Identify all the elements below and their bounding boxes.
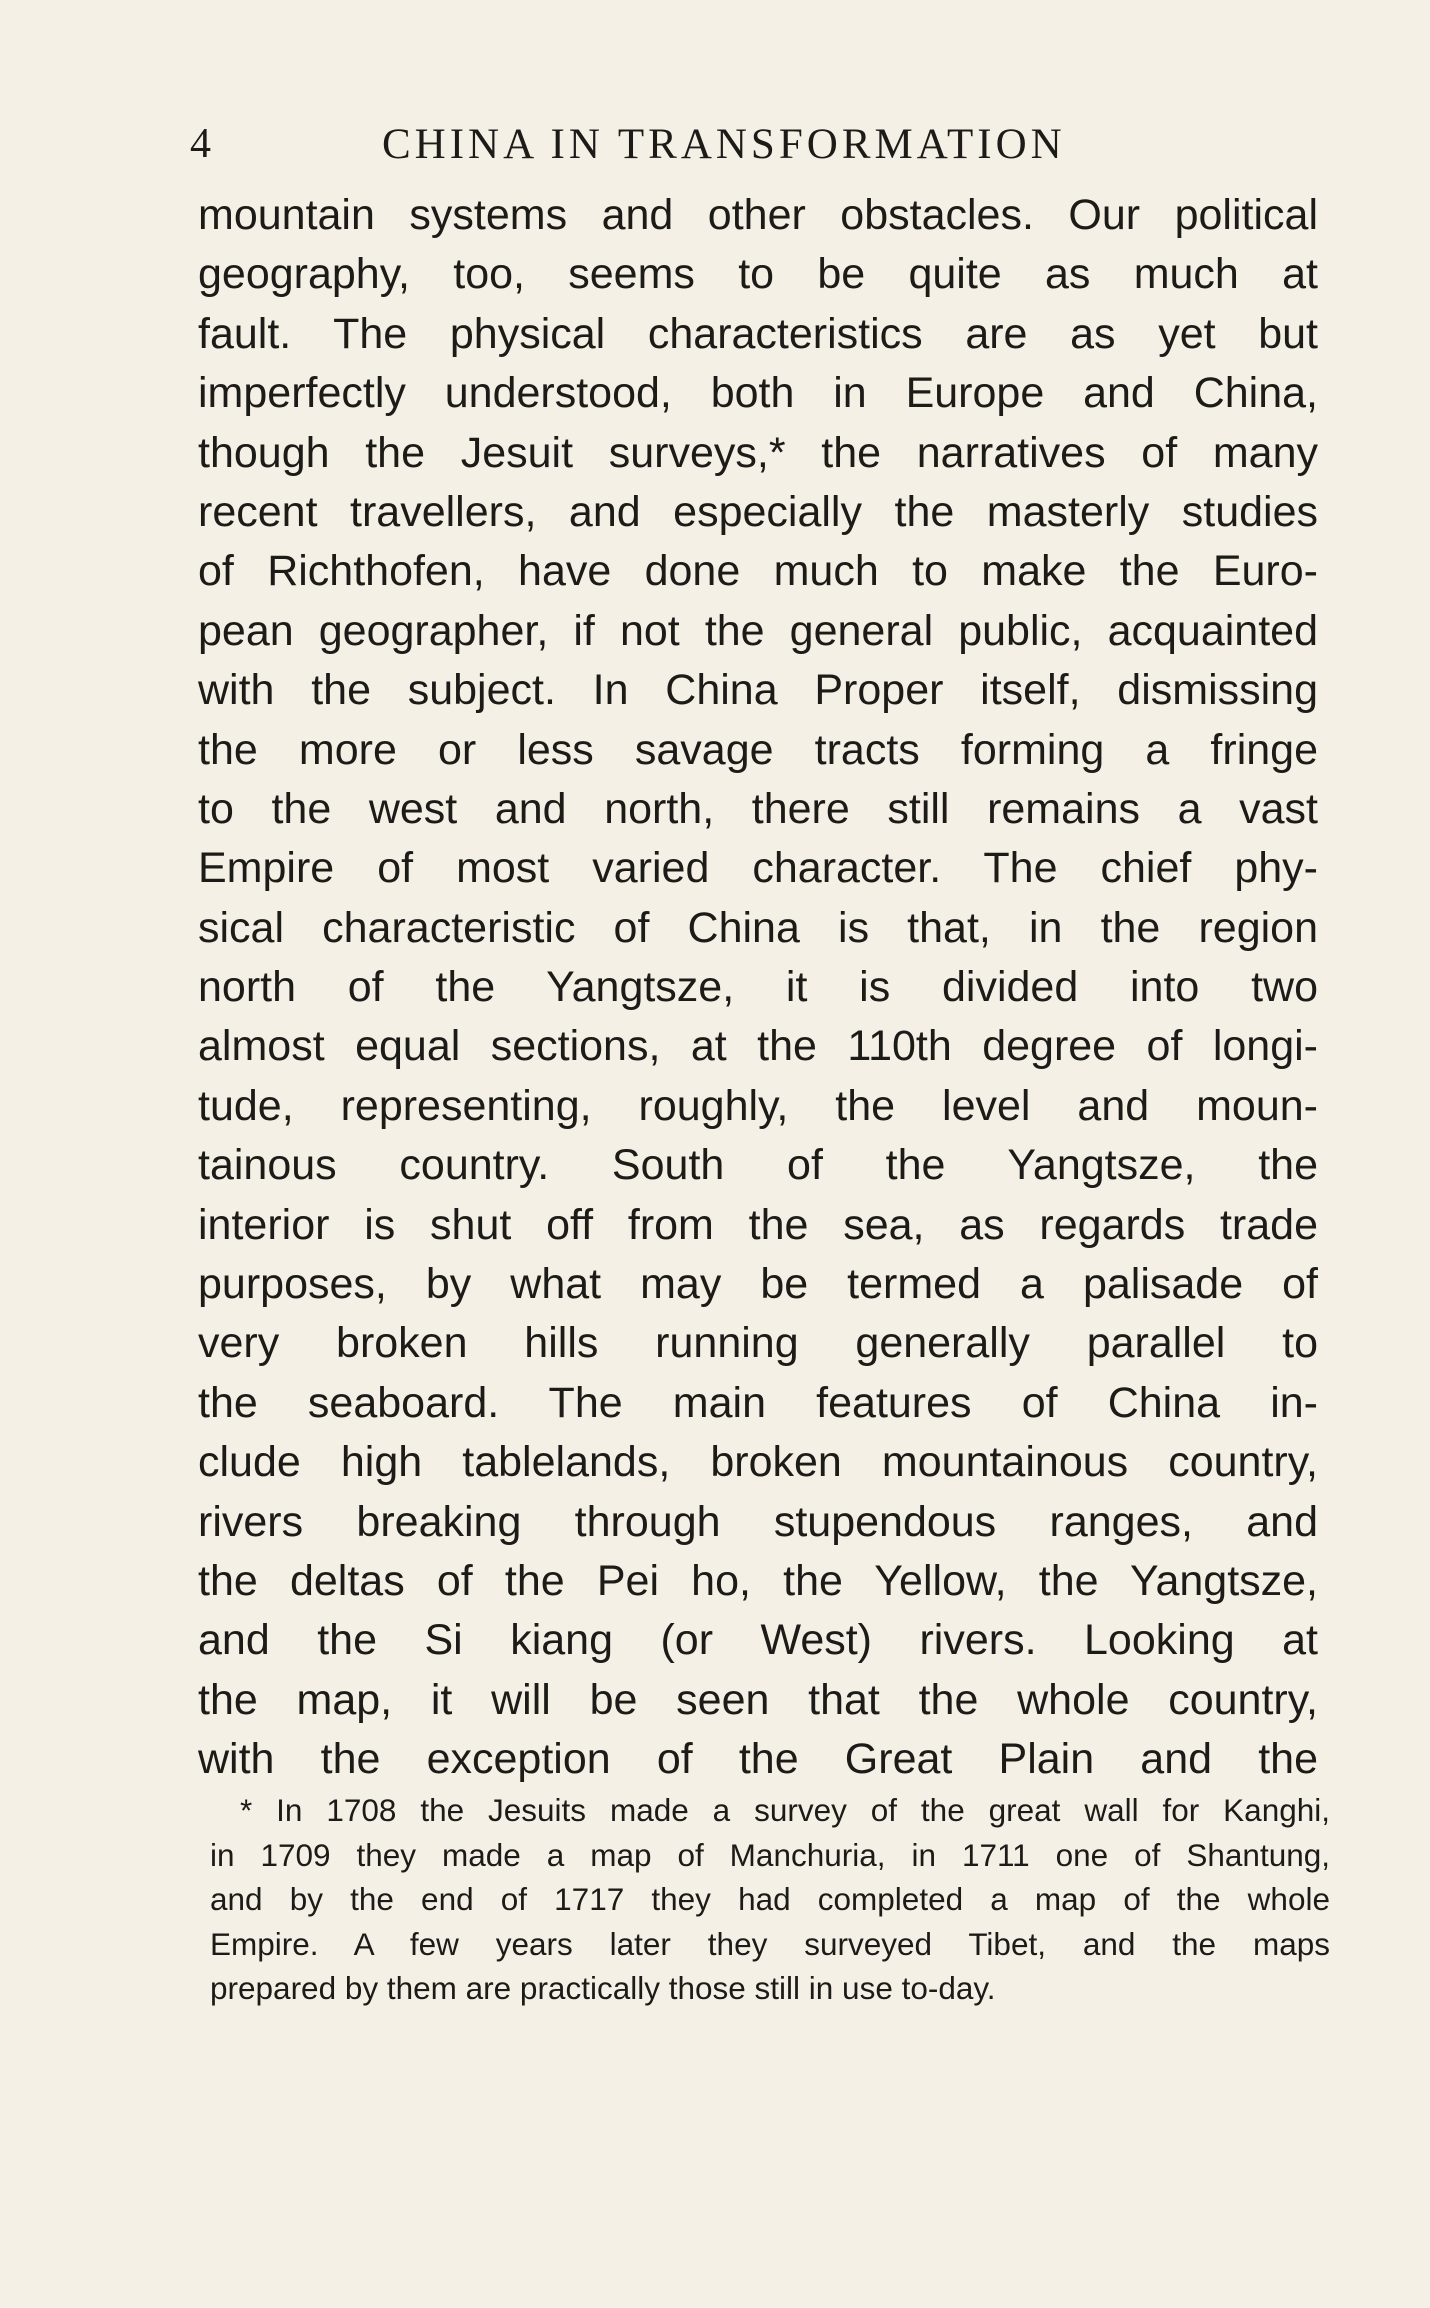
body-line: the seaboard. The main features of China in-	[198, 1378, 1318, 1427]
body-line: purposes, by what may be termed a palisade of	[198, 1260, 1318, 1309]
body-line: fault. The physical characteristics are as yet but	[198, 309, 1318, 358]
footnote-line: in 1709 they made a map of Manchuria, in 1711 one of Shantung,	[210, 1836, 1330, 1873]
body-line: tainous country. South of the Yangtsze, the	[198, 1141, 1318, 1190]
footnote-line: * In 1708 the Jesuits made a survey of the great wall for Kanghi,	[240, 1792, 1330, 1828]
body-line: geography, too, seems to be quite as much at	[198, 250, 1318, 299]
body-line: of Richthofen, have done much to make the Euro-	[198, 547, 1318, 596]
body-line: imperfectly understood, both in Europe and China,	[198, 369, 1318, 418]
body-line: pean geographer, if not the general public, acquainted	[198, 606, 1318, 655]
body-line: almost equal sections, at the 110th degree of longi-	[198, 1022, 1318, 1071]
body-line: the deltas of the Pei ho, the Yellow, the Yangtsze,	[198, 1556, 1318, 1605]
body-line: mountain systems and other obstacles. Our political	[198, 191, 1318, 239]
page-number: 4	[190, 121, 211, 167]
body-line: Empire of most varied character. The chief phy-	[198, 844, 1318, 893]
body-line: very broken hills running generally parallel to	[198, 1319, 1318, 1368]
body-line: recent travellers, and especially the masterly studies	[198, 487, 1318, 536]
body-line: tude, representing, roughly, the level and moun-	[198, 1081, 1318, 1130]
body-line: sical characteristic of China is that, in the region	[198, 903, 1318, 952]
footnote	[210, 1788, 1330, 2011]
body-line: though the Jesuit surveys,* the narratives of many	[198, 428, 1318, 477]
body-line: the more or less savage tracts forming a fringe	[198, 725, 1318, 774]
running-title: CHINA IN TRANSFORMATION	[382, 121, 1066, 168]
body-line: clude high tablelands, broken mountainous country,	[198, 1438, 1318, 1487]
footnote-line: and by the end of 1717 they had completed a map of the whole	[210, 1881, 1330, 1917]
footnote-line: prepared by them are practically those still in use to-day.	[210, 1970, 996, 2006]
body-line: to the west and north, there still remains a vast	[198, 784, 1318, 833]
page-header	[190, 116, 1190, 176]
body-line: interior is shut off from the sea, as regards trade	[198, 1200, 1318, 1249]
body-line: the map, it will be seen that the whole country,	[198, 1675, 1318, 1724]
body-line: with the subject. In China Proper itself, dismissing	[198, 666, 1318, 715]
body-line: and the Si kiang (or West) rivers. Looking at	[198, 1616, 1318, 1665]
body-text	[198, 186, 1318, 1790]
body-line: with the exception of the Great Plain and the	[198, 1735, 1318, 1784]
footnote-line: Empire. A few years later they surveyed Tibet, and the maps	[210, 1925, 1330, 1962]
body-line: north of the Yangtsze, it is divided into two	[198, 963, 1318, 1012]
body-line: rivers breaking through stupendous ranges, and	[198, 1497, 1318, 1546]
